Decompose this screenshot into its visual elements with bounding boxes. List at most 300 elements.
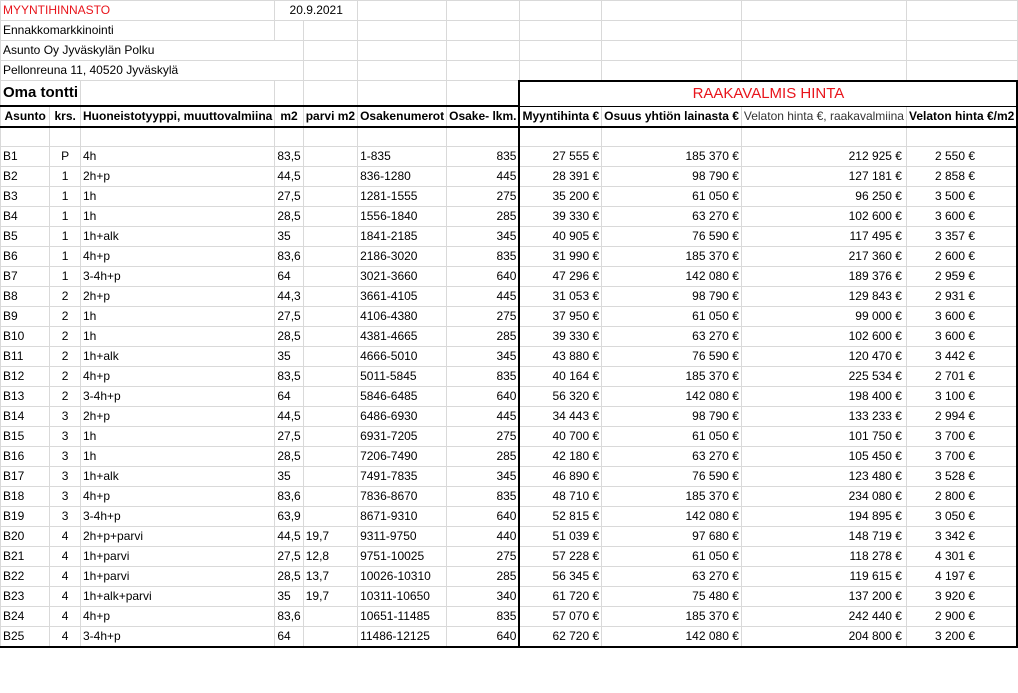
area-cell[interactable]: 27,5 xyxy=(275,426,303,446)
header-asunto[interactable]: Asunto xyxy=(1,106,50,127)
cell[interactable] xyxy=(358,127,447,146)
sale-price-cell[interactable]: 43 880 € xyxy=(519,346,601,366)
cell[interactable] xyxy=(519,41,601,61)
loan-share-cell[interactable]: 76 590 € xyxy=(602,346,742,366)
price-per-m2-cell[interactable]: 3 357 € xyxy=(906,226,1017,246)
floor-cell[interactable]: 3 xyxy=(50,506,81,526)
floor-cell[interactable]: 2 xyxy=(50,326,81,346)
cell[interactable] xyxy=(358,21,447,41)
cell[interactable] xyxy=(906,127,1017,146)
loft-area-cell[interactable] xyxy=(303,606,357,626)
share-numbers-cell[interactable]: 10311-10650 xyxy=(358,586,447,606)
debt-free-price-cell[interactable]: 101 750 € xyxy=(741,426,906,446)
sale-price-cell[interactable]: 47 296 € xyxy=(519,266,601,286)
cell[interactable] xyxy=(519,127,601,146)
asunto-cell[interactable]: B23 xyxy=(1,586,50,606)
share-count-cell[interactable]: 285 xyxy=(447,206,520,226)
area-cell[interactable]: 64 xyxy=(275,386,303,406)
price-per-m2-cell[interactable]: 4 301 € xyxy=(906,546,1017,566)
area-cell[interactable]: 44,5 xyxy=(275,166,303,186)
sale-price-cell[interactable]: 57 070 € xyxy=(519,606,601,626)
type-cell[interactable]: 1h xyxy=(81,446,275,466)
asunto-cell[interactable]: B8 xyxy=(1,286,50,306)
type-cell[interactable]: 3-4h+p xyxy=(81,266,275,286)
cell[interactable] xyxy=(303,127,357,146)
cell[interactable] xyxy=(50,127,81,146)
asunto-cell[interactable]: B6 xyxy=(1,246,50,266)
share-count-cell[interactable]: 275 xyxy=(447,186,520,206)
price-per-m2-cell[interactable]: 2 858 € xyxy=(906,166,1017,186)
debt-free-price-cell[interactable]: 225 534 € xyxy=(741,366,906,386)
share-numbers-cell[interactable]: 11486-12125 xyxy=(358,626,447,647)
area-cell[interactable]: 83,5 xyxy=(275,366,303,386)
sale-price-cell[interactable]: 51 039 € xyxy=(519,526,601,546)
floor-cell[interactable]: 2 xyxy=(50,346,81,366)
sale-price-cell[interactable]: 40 905 € xyxy=(519,226,601,246)
share-numbers-cell[interactable]: 7491-7835 xyxy=(358,466,447,486)
loft-area-cell[interactable] xyxy=(303,146,357,166)
cell[interactable] xyxy=(906,61,1017,81)
floor-cell[interactable]: 2 xyxy=(50,386,81,406)
debt-free-price-cell[interactable]: 198 400 € xyxy=(741,386,906,406)
cell[interactable] xyxy=(906,41,1017,61)
type-cell[interactable]: 3-4h+p xyxy=(81,386,275,406)
share-numbers-cell[interactable]: 10026-10310 xyxy=(358,566,447,586)
area-cell[interactable]: 44,5 xyxy=(275,526,303,546)
loan-share-cell[interactable]: 61 050 € xyxy=(602,426,742,446)
debt-free-price-cell[interactable]: 127 181 € xyxy=(741,166,906,186)
floor-cell[interactable]: 1 xyxy=(50,166,81,186)
debt-free-price-cell[interactable]: 102 600 € xyxy=(741,206,906,226)
marketing-label[interactable]: Ennakkomarkkinointi xyxy=(1,21,275,41)
sale-price-cell[interactable]: 48 710 € xyxy=(519,486,601,506)
share-numbers-cell[interactable]: 5846-6485 xyxy=(358,386,447,406)
area-cell[interactable]: 83,6 xyxy=(275,606,303,626)
asunto-cell[interactable]: B9 xyxy=(1,306,50,326)
share-count-cell[interactable]: 445 xyxy=(447,166,520,186)
loan-share-cell[interactable]: 63 270 € xyxy=(602,206,742,226)
loft-area-cell[interactable] xyxy=(303,186,357,206)
floor-cell[interactable]: 2 xyxy=(50,286,81,306)
sale-price-cell[interactable]: 39 330 € xyxy=(519,206,601,226)
cell[interactable] xyxy=(1,127,50,146)
price-per-m2-cell[interactable]: 3 700 € xyxy=(906,426,1017,446)
loan-share-cell[interactable]: 98 790 € xyxy=(602,166,742,186)
loft-area-cell[interactable] xyxy=(303,626,357,647)
type-cell[interactable]: 1h+alk xyxy=(81,226,275,246)
cell[interactable] xyxy=(358,61,447,81)
share-numbers-cell[interactable]: 836-1280 xyxy=(358,166,447,186)
cell[interactable] xyxy=(447,61,520,81)
asunto-cell[interactable]: B25 xyxy=(1,626,50,647)
loan-share-cell[interactable]: 185 370 € xyxy=(602,246,742,266)
cell[interactable] xyxy=(447,1,520,21)
share-count-cell[interactable]: 275 xyxy=(447,546,520,566)
header-velaton-m2[interactable]: Velaton hinta €/m2 xyxy=(906,106,1017,127)
price-per-m2-cell[interactable]: 3 600 € xyxy=(906,306,1017,326)
price-per-m2-cell[interactable]: 3 342 € xyxy=(906,526,1017,546)
cell[interactable] xyxy=(447,21,520,41)
loft-area-cell[interactable] xyxy=(303,206,357,226)
cell[interactable] xyxy=(741,127,906,146)
loan-share-cell[interactable]: 97 680 € xyxy=(602,526,742,546)
price-per-m2-cell[interactable]: 4 197 € xyxy=(906,566,1017,586)
area-cell[interactable]: 83,6 xyxy=(275,246,303,266)
loft-area-cell[interactable]: 19,7 xyxy=(303,526,357,546)
floor-cell[interactable]: 2 xyxy=(50,306,81,326)
area-cell[interactable]: 27,5 xyxy=(275,186,303,206)
asunto-cell[interactable]: B24 xyxy=(1,606,50,626)
cell[interactable] xyxy=(81,81,275,107)
debt-free-price-cell[interactable]: 194 895 € xyxy=(741,506,906,526)
loan-share-cell[interactable]: 142 080 € xyxy=(602,386,742,406)
debt-free-price-cell[interactable]: 123 480 € xyxy=(741,466,906,486)
share-count-cell[interactable]: 275 xyxy=(447,306,520,326)
share-numbers-cell[interactable]: 1-835 xyxy=(358,146,447,166)
loft-area-cell[interactable] xyxy=(303,266,357,286)
sale-price-cell[interactable]: 35 200 € xyxy=(519,186,601,206)
cell[interactable] xyxy=(447,41,520,61)
share-numbers-cell[interactable]: 6486-6930 xyxy=(358,406,447,426)
asunto-cell[interactable]: B10 xyxy=(1,326,50,346)
cell[interactable] xyxy=(275,21,303,41)
floor-cell[interactable]: 3 xyxy=(50,426,81,446)
area-cell[interactable]: 83,5 xyxy=(275,146,303,166)
price-per-m2-cell[interactable]: 3 500 € xyxy=(906,186,1017,206)
debt-free-price-cell[interactable]: 212 925 € xyxy=(741,146,906,166)
floor-cell[interactable]: 4 xyxy=(50,566,81,586)
share-count-cell[interactable]: 835 xyxy=(447,146,520,166)
share-numbers-cell[interactable]: 1281-1555 xyxy=(358,186,447,206)
price-per-m2-cell[interactable]: 2 900 € xyxy=(906,606,1017,626)
type-cell[interactable]: 2h+p+parvi xyxy=(81,526,275,546)
share-count-cell[interactable]: 345 xyxy=(447,466,520,486)
area-cell[interactable]: 27,5 xyxy=(275,306,303,326)
type-cell[interactable]: 1h xyxy=(81,326,275,346)
loan-share-cell[interactable]: 61 050 € xyxy=(602,546,742,566)
share-count-cell[interactable]: 640 xyxy=(447,386,520,406)
asunto-cell[interactable]: B16 xyxy=(1,446,50,466)
debt-free-price-cell[interactable]: 217 360 € xyxy=(741,246,906,266)
debt-free-price-cell[interactable]: 118 278 € xyxy=(741,546,906,566)
cell[interactable] xyxy=(447,127,520,146)
loft-area-cell[interactable] xyxy=(303,446,357,466)
cell[interactable] xyxy=(741,41,906,61)
loft-area-cell[interactable] xyxy=(303,326,357,346)
type-cell[interactable]: 1h+alk+parvi xyxy=(81,586,275,606)
loan-share-cell[interactable]: 98 790 € xyxy=(602,406,742,426)
floor-cell[interactable]: 1 xyxy=(50,206,81,226)
cell[interactable] xyxy=(275,127,303,146)
type-cell[interactable]: 1h xyxy=(81,426,275,446)
price-per-m2-cell[interactable]: 2 701 € xyxy=(906,366,1017,386)
price-per-m2-cell[interactable]: 3 442 € xyxy=(906,346,1017,366)
floor-cell[interactable]: 1 xyxy=(50,246,81,266)
price-per-m2-cell[interactable]: 2 550 € xyxy=(906,146,1017,166)
sale-price-cell[interactable]: 57 228 € xyxy=(519,546,601,566)
share-numbers-cell[interactable]: 4106-4380 xyxy=(358,306,447,326)
price-per-m2-cell[interactable]: 2 959 € xyxy=(906,266,1017,286)
area-cell[interactable]: 35 xyxy=(275,586,303,606)
sale-price-cell[interactable]: 31 053 € xyxy=(519,286,601,306)
sale-price-cell[interactable]: 39 330 € xyxy=(519,326,601,346)
share-numbers-cell[interactable]: 6931-7205 xyxy=(358,426,447,446)
asunto-cell[interactable]: B14 xyxy=(1,406,50,426)
loan-share-cell[interactable]: 63 270 € xyxy=(602,446,742,466)
loan-share-cell[interactable]: 185 370 € xyxy=(602,486,742,506)
share-count-cell[interactable]: 440 xyxy=(447,526,520,546)
asunto-cell[interactable]: B11 xyxy=(1,346,50,366)
asunto-cell[interactable]: B18 xyxy=(1,486,50,506)
floor-cell[interactable]: 4 xyxy=(50,606,81,626)
loft-area-cell[interactable] xyxy=(303,426,357,446)
type-cell[interactable]: 4h+p xyxy=(81,486,275,506)
debt-free-price-cell[interactable]: 148 719 € xyxy=(741,526,906,546)
sale-price-cell[interactable]: 56 320 € xyxy=(519,386,601,406)
area-cell[interactable]: 28,5 xyxy=(275,206,303,226)
area-cell[interactable]: 27,5 xyxy=(275,546,303,566)
price-per-m2-cell[interactable]: 2 600 € xyxy=(906,246,1017,266)
loft-area-cell[interactable] xyxy=(303,486,357,506)
share-numbers-cell[interactable]: 4666-5010 xyxy=(358,346,447,366)
floor-cell[interactable]: 4 xyxy=(50,586,81,606)
area-cell[interactable]: 35 xyxy=(275,346,303,366)
loan-share-cell[interactable]: 63 270 € xyxy=(602,566,742,586)
header-myyntihinta[interactable]: Myyntihinta € xyxy=(519,106,601,127)
loft-area-cell[interactable] xyxy=(303,506,357,526)
address[interactable]: Pellonreuna 11, 40520 Jyväskylä xyxy=(1,61,304,81)
share-count-cell[interactable]: 285 xyxy=(447,326,520,346)
floor-cell[interactable]: 3 xyxy=(50,486,81,506)
sale-price-cell[interactable]: 34 443 € xyxy=(519,406,601,426)
date-cell[interactable]: 20.9.2021 xyxy=(275,1,358,21)
type-cell[interactable]: 4h+p xyxy=(81,606,275,626)
sale-price-cell[interactable]: 37 950 € xyxy=(519,306,601,326)
floor-cell[interactable]: 2 xyxy=(50,366,81,386)
debt-free-price-cell[interactable]: 242 440 € xyxy=(741,606,906,626)
section-title[interactable]: Oma tontti xyxy=(1,81,81,107)
sale-price-cell[interactable]: 40 700 € xyxy=(519,426,601,446)
price-per-m2-cell[interactable]: 2 800 € xyxy=(906,486,1017,506)
cell[interactable] xyxy=(519,1,601,21)
loan-share-cell[interactable]: 98 790 € xyxy=(602,286,742,306)
loan-share-cell[interactable]: 61 050 € xyxy=(602,306,742,326)
type-cell[interactable]: 1h xyxy=(81,186,275,206)
cell[interactable] xyxy=(741,1,906,21)
cell[interactable] xyxy=(741,61,906,81)
area-cell[interactable]: 83,6 xyxy=(275,486,303,506)
share-numbers-cell[interactable]: 2186-3020 xyxy=(358,246,447,266)
share-numbers-cell[interactable]: 1841-2185 xyxy=(358,226,447,246)
loan-share-cell[interactable]: 76 590 € xyxy=(602,466,742,486)
loft-area-cell[interactable] xyxy=(303,246,357,266)
cell[interactable] xyxy=(602,41,742,61)
cell[interactable] xyxy=(303,61,357,81)
price-per-m2-cell[interactable]: 3 050 € xyxy=(906,506,1017,526)
loan-share-cell[interactable]: 75 480 € xyxy=(602,586,742,606)
type-cell[interactable]: 1h xyxy=(81,306,275,326)
debt-free-price-cell[interactable]: 105 450 € xyxy=(741,446,906,466)
cell[interactable] xyxy=(519,21,601,41)
type-cell[interactable]: 2h+p xyxy=(81,286,275,306)
type-cell[interactable]: 4h xyxy=(81,146,275,166)
asunto-cell[interactable]: B21 xyxy=(1,546,50,566)
loan-share-cell[interactable]: 142 080 € xyxy=(602,626,742,647)
loft-area-cell[interactable] xyxy=(303,306,357,326)
type-cell[interactable]: 1h xyxy=(81,206,275,226)
type-cell[interactable]: 3-4h+p xyxy=(81,626,275,647)
floor-cell[interactable]: 4 xyxy=(50,626,81,647)
floor-cell[interactable]: 3 xyxy=(50,406,81,426)
debt-free-price-cell[interactable]: 234 080 € xyxy=(741,486,906,506)
share-count-cell[interactable]: 345 xyxy=(447,226,520,246)
header-osakelkm[interactable]: Osake- lkm. xyxy=(447,106,520,127)
area-cell[interactable]: 28,5 xyxy=(275,446,303,466)
price-per-m2-cell[interactable]: 3 920 € xyxy=(906,586,1017,606)
type-cell[interactable]: 1h+alk xyxy=(81,466,275,486)
cell[interactable] xyxy=(358,81,447,107)
asunto-cell[interactable]: B3 xyxy=(1,186,50,206)
debt-free-price-cell[interactable]: 129 843 € xyxy=(741,286,906,306)
type-cell[interactable]: 4h+p xyxy=(81,246,275,266)
loan-share-cell[interactable]: 142 080 € xyxy=(602,506,742,526)
share-count-cell[interactable]: 285 xyxy=(447,446,520,466)
share-count-cell[interactable]: 835 xyxy=(447,486,520,506)
loft-area-cell[interactable] xyxy=(303,286,357,306)
asunto-cell[interactable]: B4 xyxy=(1,206,50,226)
share-numbers-cell[interactable]: 3021-3660 xyxy=(358,266,447,286)
share-numbers-cell[interactable]: 9751-10025 xyxy=(358,546,447,566)
share-numbers-cell[interactable]: 5011-5845 xyxy=(358,366,447,386)
share-count-cell[interactable]: 445 xyxy=(447,406,520,426)
asunto-cell[interactable]: B17 xyxy=(1,466,50,486)
loft-area-cell[interactable] xyxy=(303,466,357,486)
debt-free-price-cell[interactable]: 189 376 € xyxy=(741,266,906,286)
loft-area-cell[interactable] xyxy=(303,406,357,426)
cell[interactable] xyxy=(741,21,906,41)
sale-price-cell[interactable]: 27 555 € xyxy=(519,146,601,166)
price-group-header[interactable]: RAAKAVALMIS HINTA xyxy=(519,81,1017,107)
asunto-cell[interactable]: B20 xyxy=(1,526,50,546)
type-cell[interactable]: 1h+parvi xyxy=(81,546,275,566)
share-numbers-cell[interactable]: 10651-11485 xyxy=(358,606,447,626)
loft-area-cell[interactable] xyxy=(303,166,357,186)
cell[interactable] xyxy=(519,61,601,81)
sale-price-cell[interactable]: 46 890 € xyxy=(519,466,601,486)
area-cell[interactable]: 44,5 xyxy=(275,406,303,426)
type-cell[interactable]: 3-4h+p xyxy=(81,506,275,526)
area-cell[interactable]: 35 xyxy=(275,226,303,246)
asunto-cell[interactable]: B22 xyxy=(1,566,50,586)
share-count-cell[interactable]: 640 xyxy=(447,506,520,526)
share-numbers-cell[interactable]: 4381-4665 xyxy=(358,326,447,346)
floor-cell[interactable]: 3 xyxy=(50,446,81,466)
header-osuus[interactable]: Osuus yhtiön lainasta € xyxy=(602,106,742,127)
cell[interactable] xyxy=(303,41,357,61)
price-per-m2-cell[interactable]: 3 700 € xyxy=(906,446,1017,466)
share-numbers-cell[interactable]: 8671-9310 xyxy=(358,506,447,526)
debt-free-price-cell[interactable]: 120 470 € xyxy=(741,346,906,366)
share-count-cell[interactable]: 835 xyxy=(447,246,520,266)
loft-area-cell[interactable] xyxy=(303,226,357,246)
price-per-m2-cell[interactable]: 3 200 € xyxy=(906,626,1017,647)
asunto-cell[interactable]: B1 xyxy=(1,146,50,166)
asunto-cell[interactable]: B2 xyxy=(1,166,50,186)
cell[interactable] xyxy=(906,21,1017,41)
share-count-cell[interactable]: 275 xyxy=(447,426,520,446)
cell[interactable] xyxy=(358,41,447,61)
loan-share-cell[interactable]: 185 370 € xyxy=(602,606,742,626)
area-cell[interactable]: 44,3 xyxy=(275,286,303,306)
share-numbers-cell[interactable]: 3661-4105 xyxy=(358,286,447,306)
asunto-cell[interactable]: B15 xyxy=(1,426,50,446)
floor-cell[interactable]: 4 xyxy=(50,526,81,546)
price-per-m2-cell[interactable]: 3 600 € xyxy=(906,206,1017,226)
cell[interactable] xyxy=(275,81,303,107)
loan-share-cell[interactable]: 76 590 € xyxy=(602,226,742,246)
cell[interactable] xyxy=(906,1,1017,21)
floor-cell[interactable]: 4 xyxy=(50,546,81,566)
sale-price-cell[interactable]: 61 720 € xyxy=(519,586,601,606)
cell[interactable] xyxy=(81,127,275,146)
header-velaton[interactable]: Velaton hinta €, raakavalmiina xyxy=(741,106,906,127)
loft-area-cell[interactable] xyxy=(303,346,357,366)
cell[interactable] xyxy=(602,61,742,81)
sheet-title[interactable]: MYYNTIHINNASTO xyxy=(1,1,275,21)
sale-price-cell[interactable]: 28 391 € xyxy=(519,166,601,186)
loan-share-cell[interactable]: 63 270 € xyxy=(602,326,742,346)
sale-price-cell[interactable]: 31 990 € xyxy=(519,246,601,266)
cell[interactable] xyxy=(602,1,742,21)
type-cell[interactable]: 1h+parvi xyxy=(81,566,275,586)
area-cell[interactable]: 64 xyxy=(275,266,303,286)
sale-price-cell[interactable]: 40 164 € xyxy=(519,366,601,386)
floor-cell[interactable]: 3 xyxy=(50,466,81,486)
loft-area-cell[interactable]: 12,8 xyxy=(303,546,357,566)
debt-free-price-cell[interactable]: 99 000 € xyxy=(741,306,906,326)
share-count-cell[interactable]: 345 xyxy=(447,346,520,366)
loft-area-cell[interactable]: 13,7 xyxy=(303,566,357,586)
floor-cell[interactable]: 1 xyxy=(50,266,81,286)
debt-free-price-cell[interactable]: 137 200 € xyxy=(741,586,906,606)
area-cell[interactable]: 28,5 xyxy=(275,326,303,346)
asunto-cell[interactable]: B7 xyxy=(1,266,50,286)
share-count-cell[interactable]: 445 xyxy=(447,286,520,306)
area-cell[interactable]: 64 xyxy=(275,626,303,647)
debt-free-price-cell[interactable]: 96 250 € xyxy=(741,186,906,206)
debt-free-price-cell[interactable]: 133 233 € xyxy=(741,406,906,426)
debt-free-price-cell[interactable]: 102 600 € xyxy=(741,326,906,346)
share-count-cell[interactable]: 835 xyxy=(447,606,520,626)
share-numbers-cell[interactable]: 7836-8670 xyxy=(358,486,447,506)
asunto-cell[interactable]: B13 xyxy=(1,386,50,406)
header-krs[interactable]: krs. xyxy=(50,106,81,127)
sale-price-cell[interactable]: 62 720 € xyxy=(519,626,601,647)
loan-share-cell[interactable]: 185 370 € xyxy=(602,146,742,166)
share-count-cell[interactable]: 640 xyxy=(447,626,520,647)
asunto-cell[interactable]: B19 xyxy=(1,506,50,526)
debt-free-price-cell[interactable]: 117 495 € xyxy=(741,226,906,246)
debt-free-price-cell[interactable]: 119 615 € xyxy=(741,566,906,586)
debt-free-price-cell[interactable]: 204 800 € xyxy=(741,626,906,647)
loft-area-cell[interactable] xyxy=(303,386,357,406)
floor-cell[interactable]: P xyxy=(50,146,81,166)
sale-price-cell[interactable]: 42 180 € xyxy=(519,446,601,466)
price-per-m2-cell[interactable]: 2 931 € xyxy=(906,286,1017,306)
price-per-m2-cell[interactable]: 3 600 € xyxy=(906,326,1017,346)
share-count-cell[interactable]: 340 xyxy=(447,586,520,606)
header-m2[interactable]: m2 xyxy=(275,106,303,127)
